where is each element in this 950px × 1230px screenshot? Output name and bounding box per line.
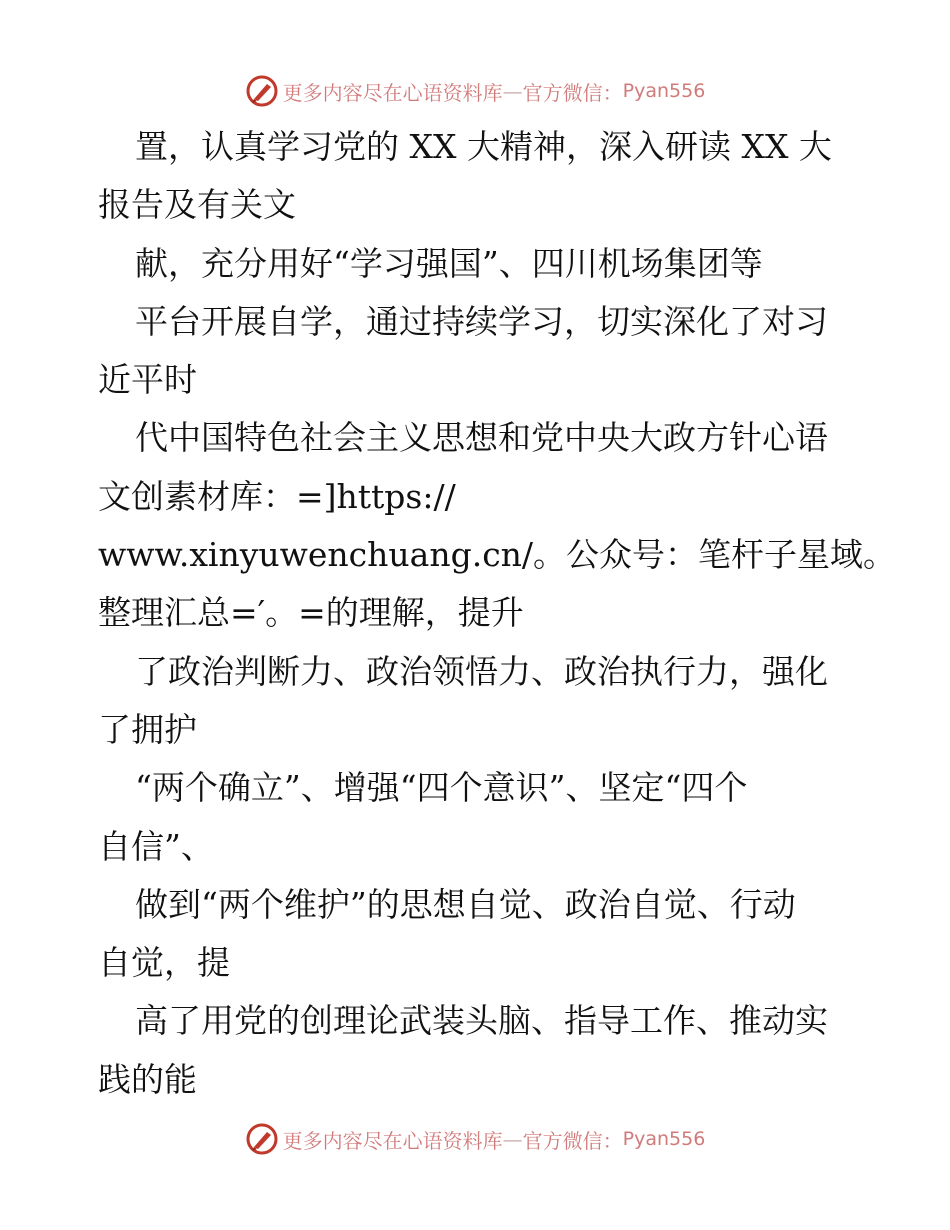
banner-wechat-id: Pyan556 bbox=[622, 80, 706, 102]
pen-logo-icon bbox=[245, 1122, 279, 1156]
text-line: “两个确立”、增强“四个意识”、坚定“四个 bbox=[135, 768, 748, 808]
text-line: 献，充分用好“学习强国”、四川机场集团等 bbox=[135, 243, 763, 283]
text-line: 做到“两个维护”的思想自觉、政治自觉、行动 bbox=[135, 884, 796, 924]
text-line: 文创素材库：=]https:// bbox=[98, 476, 456, 516]
text-line: 了政治判断力、政治领悟力、政治执行力，强化 bbox=[135, 651, 828, 691]
pen-logo-icon bbox=[245, 74, 279, 108]
text-line: 报告及有关文 bbox=[98, 185, 296, 225]
text-line: 自信”、 bbox=[98, 826, 214, 866]
banner-title: 更多内容尽在心语资料库 bbox=[282, 80, 503, 105]
text-line: 高了用党的创理论武装头脑、指导工作、推动实 bbox=[135, 1001, 828, 1041]
text-line: 平台开展自学，通过持续学习，切实深化了对习 bbox=[135, 301, 828, 341]
banner-official-label: 官方微信： bbox=[522, 80, 623, 105]
text-line: www.xinyuwenchuang.cn/。公众号：笔杆子星域。 bbox=[98, 535, 897, 575]
text-line: 整理汇总=′。=的理解，提升 bbox=[98, 593, 524, 633]
document-body bbox=[98, 118, 897, 1109]
text-line: 自觉，提 bbox=[98, 943, 230, 983]
banner-wechat-id: Pyan556 bbox=[622, 1128, 706, 1150]
banner-official-label: 官方微信： bbox=[522, 1128, 623, 1153]
text-line: 了拥护 bbox=[98, 709, 197, 749]
text-line: 近平时 bbox=[98, 360, 197, 400]
banner-dash: — bbox=[502, 1127, 523, 1151]
banner-dash: — bbox=[502, 79, 523, 103]
text-line: 代中国特色社会主义思想和党中央大政方针心语 bbox=[135, 418, 828, 458]
header-banner bbox=[0, 71, 950, 111]
footer-banner bbox=[0, 1119, 950, 1159]
banner-title: 更多内容尽在心语资料库 bbox=[282, 1128, 503, 1153]
text-line: 置，认真学习党的 XX 大精神，深入研读 XX 大 bbox=[135, 127, 832, 166]
text-line: 践的能 bbox=[98, 1059, 197, 1099]
